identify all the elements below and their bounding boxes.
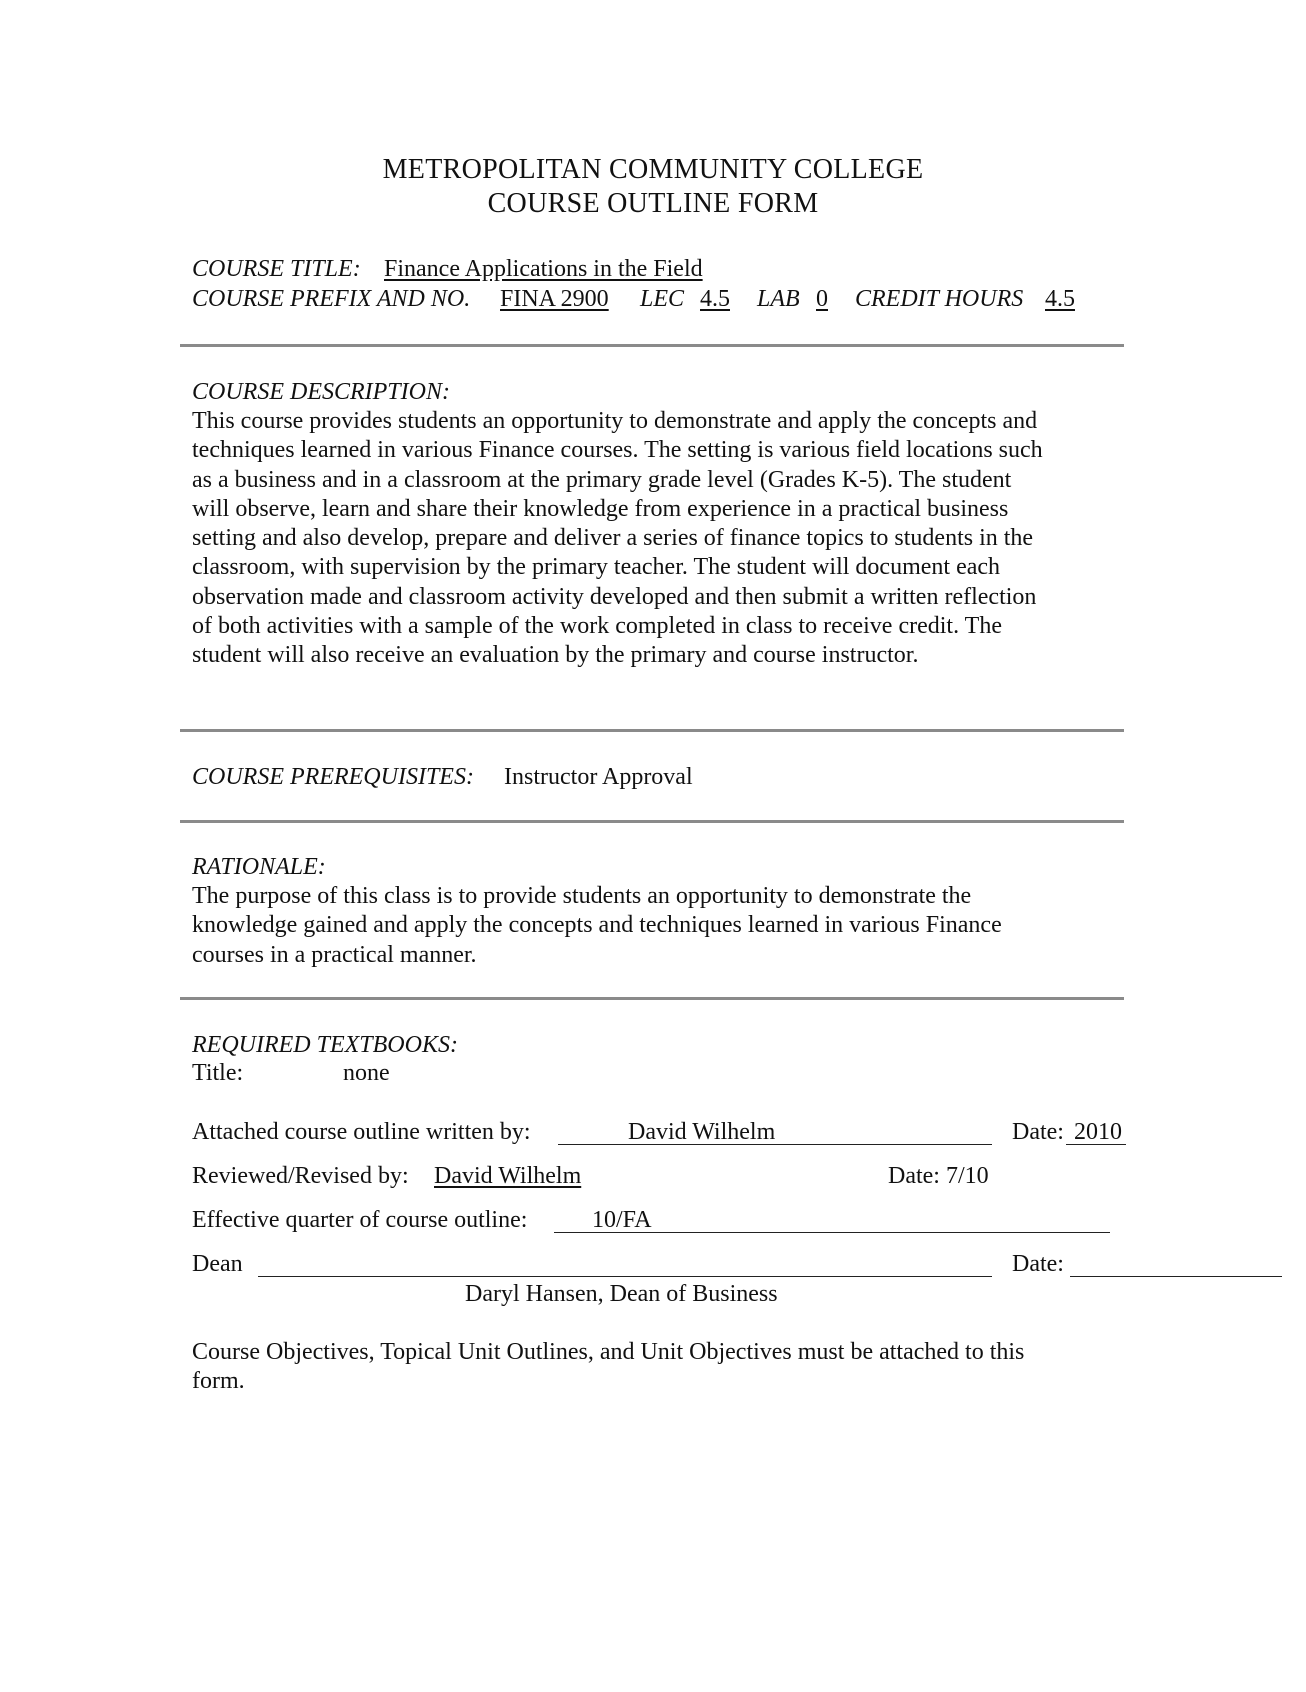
description-line: techniques learned in various Finance courses. The setting is various field locations such: [192, 437, 1043, 464]
description-line: of both activities with a sample of the work completed in class to receive credit. The: [192, 613, 1002, 640]
rationale-line: The purpose of this class is to provide students an opportunity to demonstrate the: [192, 883, 972, 909]
reviewed-by-value: David Wilhelm: [434, 1163, 582, 1189]
rationale-label: RATIONALE:: [192, 854, 326, 880]
form-title: COURSE OUTLINE FORM: [487, 188, 819, 219]
dean-date-line: [1070, 1276, 1282, 1277]
lab-label: LAB: [757, 286, 800, 312]
credit-hours-label: CREDIT HOURS: [855, 286, 1024, 312]
credit-hours-value: 4.5: [1045, 286, 1075, 312]
section-divider: [180, 820, 1124, 823]
course-prefix-value: FINA 2900: [500, 286, 609, 312]
textbook-title-value: none: [343, 1060, 390, 1086]
attachment-note-line: form.: [192, 1368, 245, 1395]
section-divider: [180, 997, 1124, 1000]
written-by-label: Attached course outline written by:: [192, 1119, 531, 1145]
written-date-value: 2010: [1074, 1119, 1122, 1145]
college-name: METROPOLITAN COMMUNITY COLLEGE: [382, 154, 924, 185]
lab-value: 0: [816, 286, 828, 312]
course-title-value: Finance Applications in the Field: [384, 256, 703, 282]
textbook-title-label: Title:: [192, 1060, 244, 1086]
effective-quarter-label: Effective quarter of course outline:: [192, 1207, 528, 1233]
rationale-line: knowledge gained and apply the concepts and techniques learned in various Finance: [192, 912, 1002, 939]
section-divider: [180, 729, 1124, 732]
prerequisites-label: COURSE PREREQUISITES:: [192, 764, 474, 790]
description-line: observation made and classroom activity developed and then submit a written reflection: [192, 583, 1037, 610]
textbooks-label: REQUIRED TEXTBOOKS:: [192, 1032, 458, 1058]
dean-date-label: Date:: [1012, 1251, 1064, 1277]
description-line: as a business and in a classroom at the primary grade level (Grades K-5). The student: [192, 466, 1012, 493]
rationale-text: [192, 882, 1002, 970]
description-line: will observe, learn and share their knowledge from experience in a practical business: [192, 495, 1009, 522]
prerequisites-value: Instructor Approval: [504, 764, 693, 790]
reviewed-date: Date: 7/10: [888, 1163, 989, 1189]
section-divider: [180, 344, 1124, 347]
course-title-label: COURSE TITLE:: [192, 256, 361, 282]
dean-name: Daryl Hansen, Dean of Business: [465, 1281, 778, 1307]
course-description: [192, 407, 1043, 671]
lec-value: 4.5: [700, 286, 730, 312]
written-by-value: David Wilhelm: [628, 1119, 776, 1145]
course-prefix-label: COURSE PREFIX AND NO.: [192, 286, 471, 312]
dean-signature-line: [258, 1276, 992, 1277]
description-line: This course provides students an opportunity to demonstrate and apply the concepts and: [192, 408, 1038, 434]
rationale-line: courses in a practical manner.: [192, 941, 477, 968]
reviewed-by-label: Reviewed/Revised by:: [192, 1163, 409, 1189]
attachment-note: [192, 1338, 1024, 1397]
description-line: student will also receive an evaluation by the primary and course instructor.: [192, 642, 919, 669]
description-label: COURSE DESCRIPTION:: [192, 379, 450, 405]
dean-label: Dean: [192, 1251, 243, 1277]
written-date-label: Date:: [1012, 1119, 1064, 1145]
description-line: classroom, with supervision by the primary teacher. The student will document each: [192, 554, 1001, 581]
lec-label: LEC: [640, 286, 685, 312]
effective-quarter-value: 10/FA: [592, 1207, 652, 1233]
attachment-note-line: Course Objectives, Topical Unit Outlines, and Unit Objectives must be attached to this: [192, 1339, 1025, 1365]
description-line: setting and also develop, prepare and deliver a series of finance topics to students in the: [192, 525, 1034, 552]
